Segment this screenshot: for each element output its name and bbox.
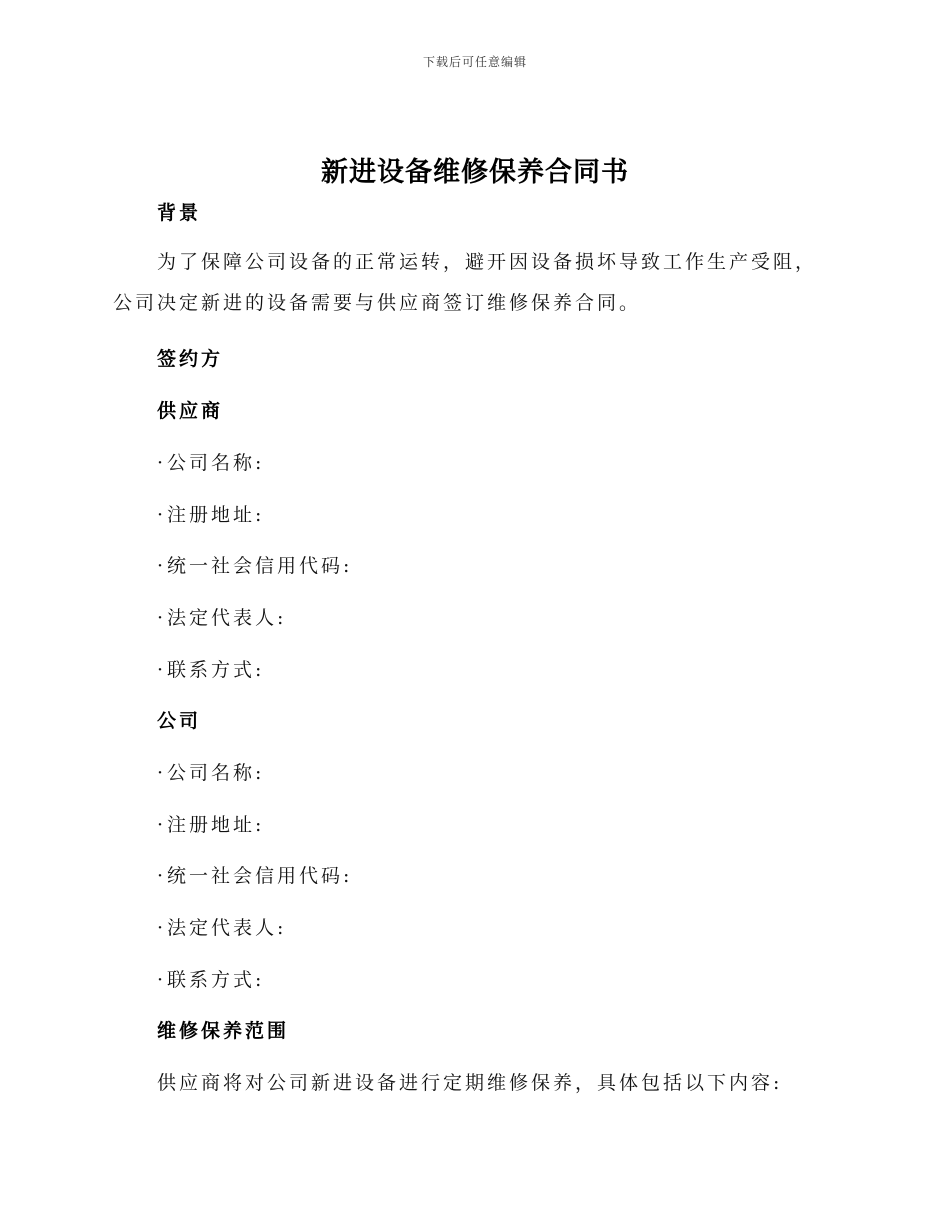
company-field-company-name: · 公司名称: <box>157 762 265 784</box>
bullet-icon: · <box>157 607 164 629</box>
scope-intro: 供应商将对公司新进设备进行定期维修保养，具体包括以下内容: <box>157 1072 783 1094</box>
section-heading-background: 背景 <box>157 202 202 224</box>
supplier-field-legal-rep: · 法定代表人: <box>157 607 287 629</box>
company-heading: 公司 <box>157 710 202 732</box>
supplier-field-address: · 注册地址: <box>157 504 265 526</box>
supplier-field-company-name: · 公司名称: <box>157 452 265 474</box>
bullet-icon: · <box>157 659 164 681</box>
bullet-icon: · <box>157 452 164 474</box>
supplier-heading: 供应商 <box>157 400 224 422</box>
bullet-icon: · <box>157 865 164 887</box>
section-heading-scope: 维修保养范围 <box>157 1020 290 1042</box>
bullet-icon: · <box>157 555 164 577</box>
bullet-icon: · <box>157 762 164 784</box>
company-field-address: · 注册地址: <box>157 814 265 836</box>
bullet-icon: · <box>157 504 164 526</box>
company-field-credit-code: · 统一社会信用代码: <box>157 865 353 887</box>
supplier-field-contact: · 联系方式: <box>157 659 265 681</box>
bullet-icon: · <box>157 969 164 991</box>
bullet-icon: · <box>157 917 164 939</box>
document-title: 新进设备维修保养合同书 <box>321 157 629 188</box>
section-heading-parties: 签约方 <box>157 348 224 370</box>
header-note: 下载后可任意编辑 <box>422 55 527 69</box>
background-paragraph: 为了保障公司设备的正常运转，避开因设备损坏导致工作生产受阻，公司决定新进的设备需要与供应商签订维修保养合同。 <box>113 251 818 314</box>
supplier-field-credit-code: · 统一社会信用代码: <box>157 555 353 577</box>
company-field-legal-rep: · 法定代表人: <box>157 917 287 939</box>
bullet-icon: · <box>157 814 164 836</box>
company-field-contact: · 联系方式: <box>157 969 265 991</box>
